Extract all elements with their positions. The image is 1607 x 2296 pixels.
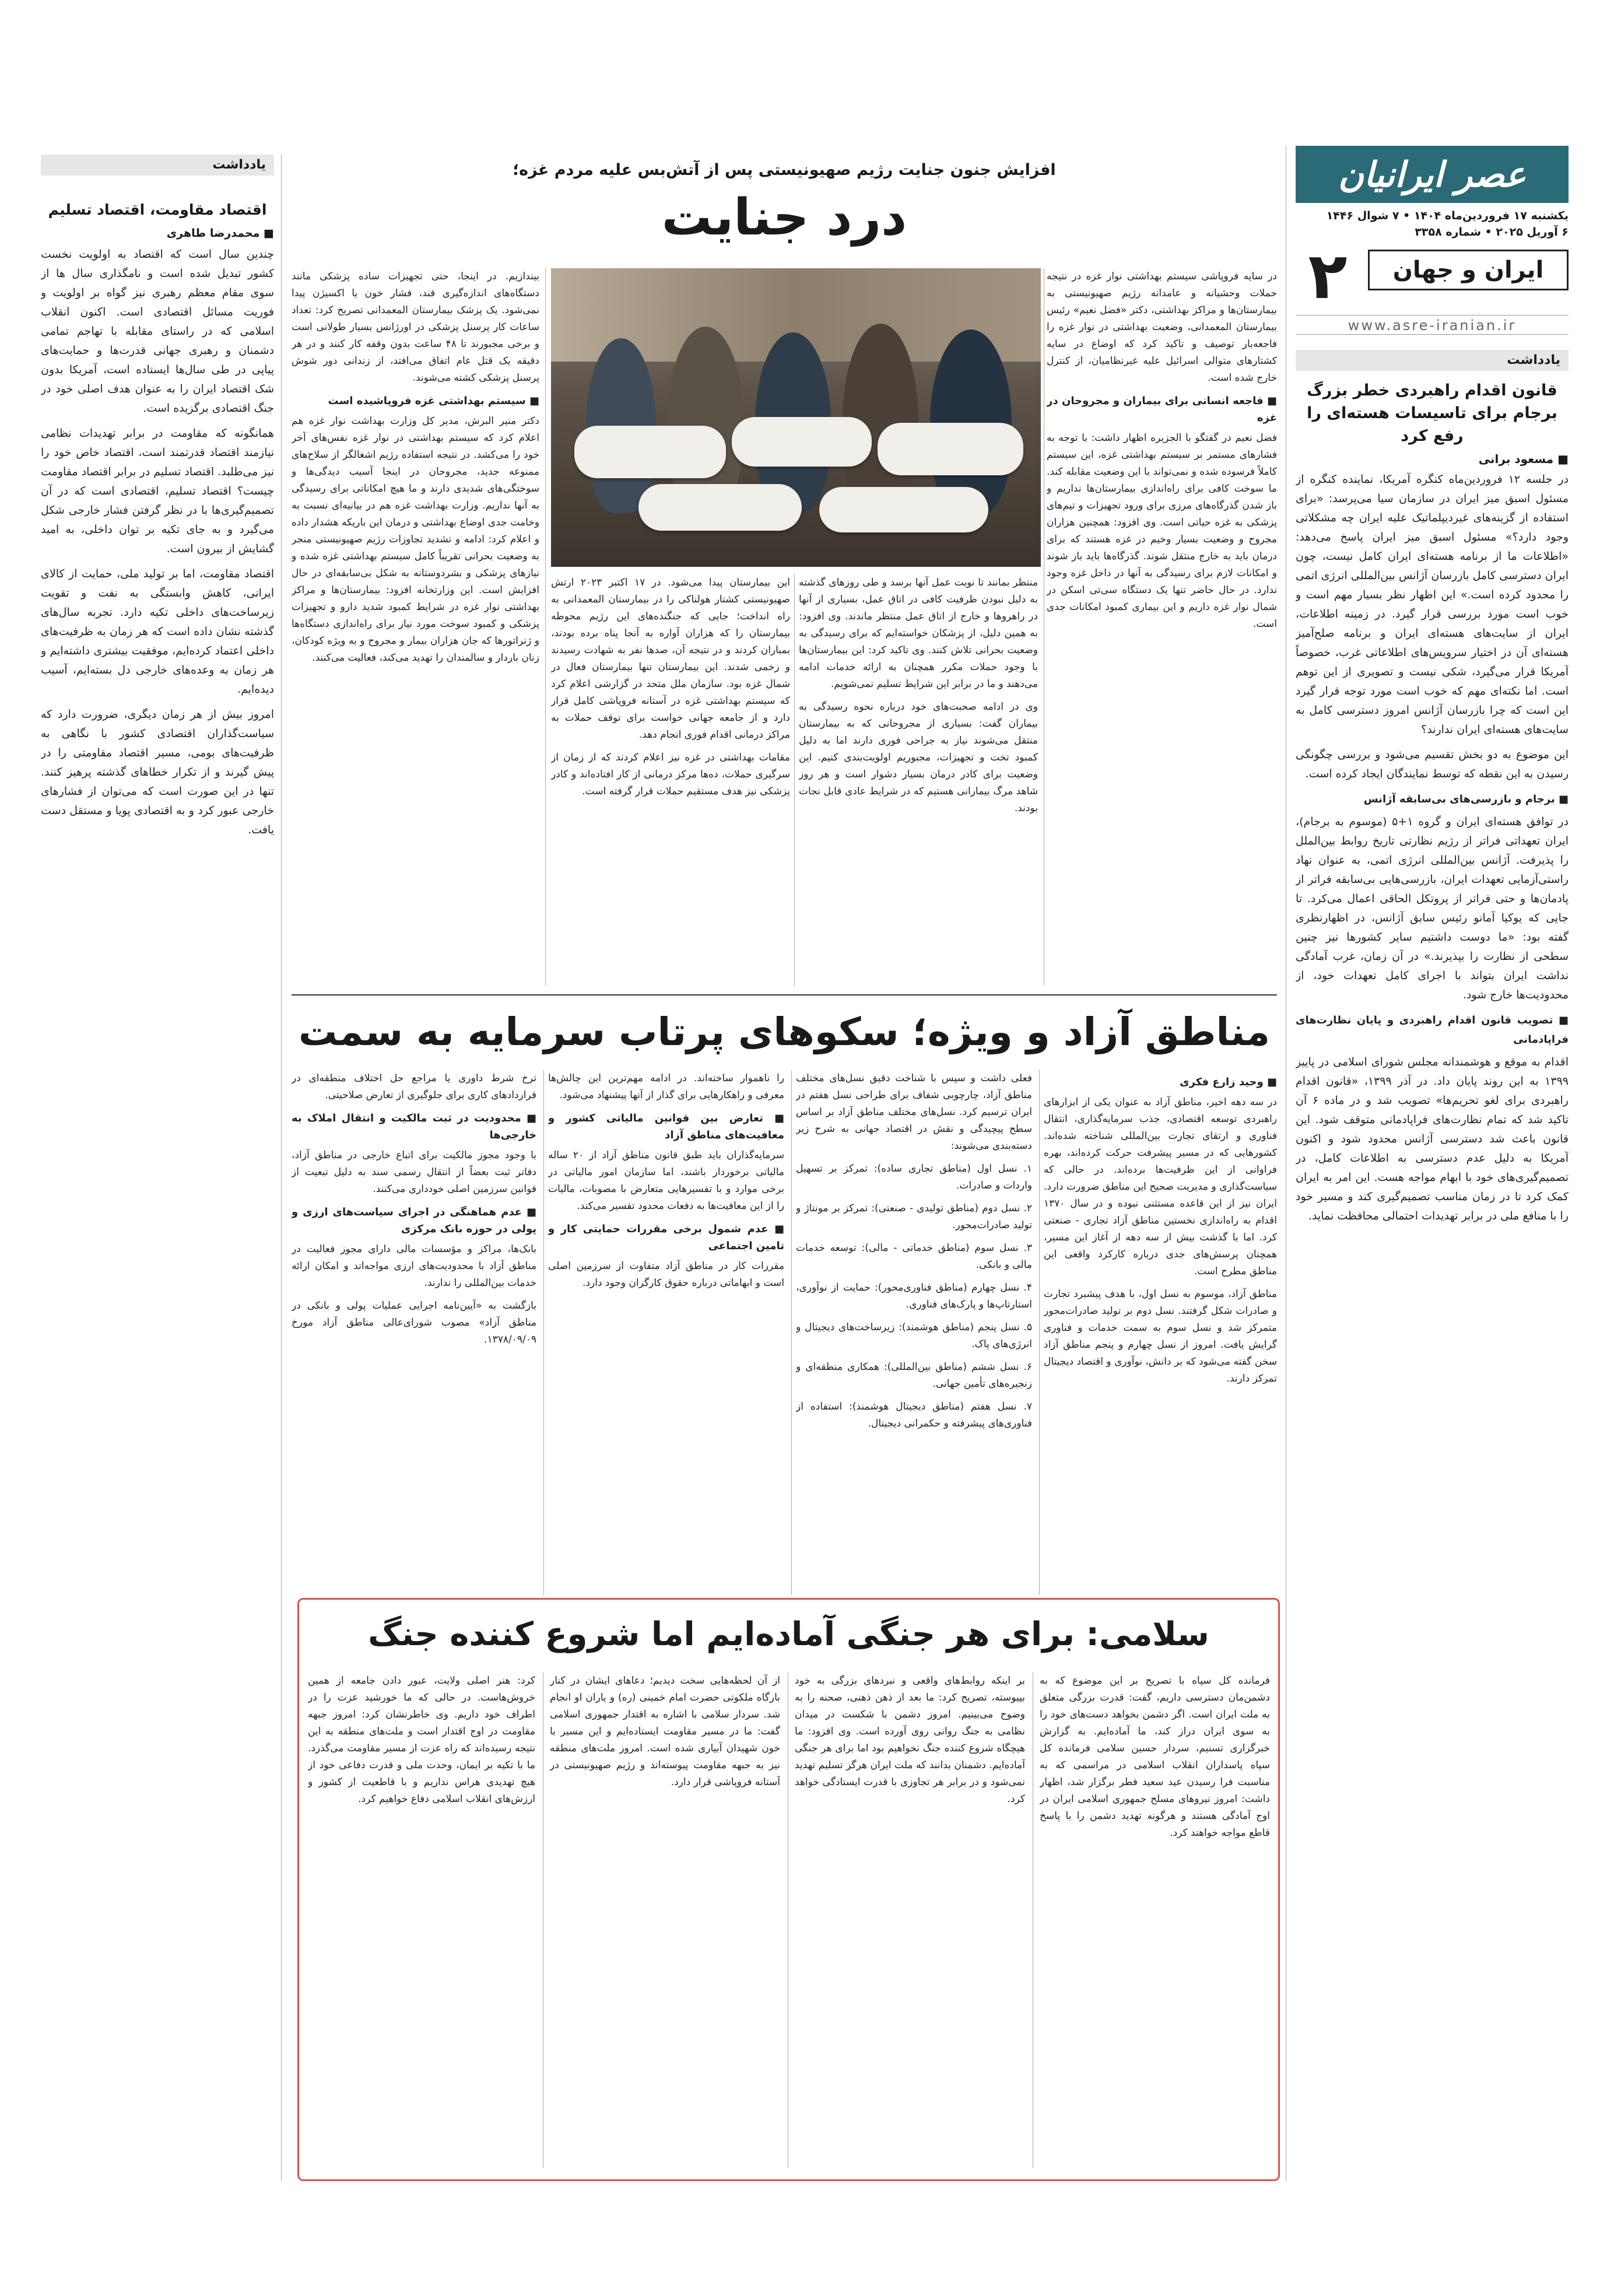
trade-divider xyxy=(543,1070,544,1595)
trade-col2-p2: ۱. نسل اول (مناطق تجاری ساده): تمرکز بر تسهیل واردات و صادرات. xyxy=(796,1163,1032,1191)
trade-col2-p6: ۵. نسل پنجم (مناطق هوشمند): زیرساخت‌های دیجیتال و انرژی‌های پاک. xyxy=(796,1321,1032,1350)
salami-headline: سلامی: برای هر جنگی آماده‌ایم اما شروع کننده جنگ xyxy=(368,1615,1209,1653)
trade-col4-sub1: ■ محدودیت در ثبت مالکیت و انتقال املاک به خارجی‌ها xyxy=(292,1112,536,1141)
trade-col2-p1: فعلی داشت و سپس با شناخت دقیق نسل‌های مختلف مناطق آزاد، چارچوبی شفاف برای طراحی نسل هفتم در ایران ترسیم کرد. نسل‌های مختلف مناطق آزاد بر اساس سطح پیچیدگی و نقش در اقتصاد جهانی به شرح زیر دسته‌بندی می‌شوند: xyxy=(796,1072,1032,1152)
left-note-author: ■ محمدرضا طاهری xyxy=(166,227,274,240)
main-col1-p2: فضل نعیم در گفتگو با الجزیره اظهار داشت: با توجه به فشارهای مستمر بر سیستم بهداشتی غزه، این سیستم کاملاً فرسوده شده و نمی‌تواند با این وضعیت مقابله کند. ما سوخت کافی برای راه‌اندازی بیمارستان‌ها نداریم و باز شدن گذرگاه‌های مرزی برای ورود تجهیزات و تیم‌های پزشکی به غزه حیاتی است. وی افزود: همچنین هزاران مجروح و وضعیت بسیار وخیم در غزه هستند که برای درمان باید به خارج منتقل شوند. گذرگاه‌ها باید باز شوند و امکانات لازم برای رسیدگی به آنها در داخل غزه وجود ندارد. در حال حاضر تنها یک دستگاه سی‌تی اسکن در شمال نوار غزه داریم و این بیماری کمبود امکانات جدی است. xyxy=(1047,432,1277,630)
right-note-tag-label: یادداشت xyxy=(1507,353,1560,367)
trade-col2-p7: ۶. نسل ششم (مناطق بین‌المللی): همکاری منطقه‌ای و زنجیره‌های تأمین جهانی. xyxy=(796,1361,1032,1390)
photo-shroud xyxy=(574,426,726,478)
photo-shroud xyxy=(878,423,1023,475)
main-col4-sub: ■ سیستم بهداشتی غزه فروپاشیده است xyxy=(328,395,539,407)
main-col-4 xyxy=(292,268,539,986)
trade-col3-sub2: ■ عدم شمول برخی مقررات حمایتی کار و تامین اجتماعی xyxy=(548,1223,784,1252)
salami-col-1 xyxy=(1040,1673,1270,2174)
main-col4-p1: بیندازیم. در اینجا، حتی تجهیزات ساده پزشکی مانند دستگاه‌های اندازه‌گیری قند، فشار خون یا اکسیژن پیدا نمی‌شود. یک پزشک بیمارستان المعمدانی تصریح کرد: تعداد ساعات کار پرسنل پزشکی در اورژانس بسیار طولانی است و برخی مجبورند تا ۴۸ ساعت بدون وقفه کار کنند و در هر دقیقه یک قتل عام اتفاق می‌افتد، از زندانی دور شوش پرسنل پزشکی کشته می‌شوند. xyxy=(292,271,539,384)
trade-col3-p2: سرمایه‌گذاران باید طبق قانون مناطق آزاد از ۲۰ ساله مالیاتی برخوردار باشند، اما سازمان امور مالیاتی در برخی موارد و با تفسیرهایی متعارض با مصوبات، مالیات را از این معافیت‌ها به دفعات محدود تفسیر می‌کند. xyxy=(548,1149,784,1212)
left-note-body xyxy=(41,245,274,2169)
section-title: ایران و جهان xyxy=(1392,257,1544,283)
main-col3-p1: این بیمارستان پیدا می‌شود. در ۱۷ اکتبر ۲۰۲۳ ارتش صهیونیستی کشتار هولناکی را در بیمارستان المعمدانی به راه انداخت؛ جایی که جنگنده‌های این رژیم محوطه بیمارستان را که هزاران آواره به آنجا پناه برده بودند، بمباران کردند و در نتیجه آن، صدها نفر به شهادت رسیدند و زخمی شدند. این بیمارستان تنها بیمارستان فعال در شمال غزه بود. سازمان ملل متحد در گزارشی اعلام کرد که سیستم بهداشتی غزه در آستانه فروپاشی کامل قرار دارد و از جامعه جهانی خواست برای توقف حملات به مراکز درمانی اقدام فوری انجام دهد. xyxy=(551,577,790,741)
trade-col2-p8: ۷. نسل هفتم (مناطق دیجیتال هوشمند): استفاده از فناوری‌های پیشرفته و حکمرانی دیجیتال. xyxy=(796,1401,1032,1429)
right-note xyxy=(1296,350,1569,2181)
right-note-body xyxy=(1296,470,1569,2173)
main-col-2 xyxy=(799,574,1038,986)
salami-box xyxy=(297,1598,1280,2181)
trade-col-2 xyxy=(796,1070,1032,1595)
right-note-p2: این موضوع به دو بخش تقسیم می‌شود و بررسی چگونگی رسیدن به این نقطه که توسط نمایندگان ایجاد کرده است. xyxy=(1296,748,1569,780)
main-kicker: افزایش جنون جنایت رژیم صهیونیستی پس از آتش‌بس علیه مردم غزه؛ xyxy=(513,161,1056,179)
main-col-1 xyxy=(1047,268,1277,986)
trade-col3-p1: را ناهموار ساخته‌اند. در ادامه مهم‌ترین این چالش‌ها معرفی و راهکارهایی برای گذار از آنها پیشنهاد می‌شود. xyxy=(548,1072,784,1101)
trade-col3-p3: مقررات کار در مناطق آزاد متفاوت از سرزمین اصلی است و ابهاماتی درباره حقوق کارگران وجود دارد. xyxy=(548,1260,784,1289)
website[interactable]: www.asre-iranian.ir xyxy=(1296,315,1569,335)
section-rule xyxy=(292,994,1277,995)
trade-col1-p1: در سه دهه اخیر، مناطق آزاد به عنوان یکی از ابزارهای راهبردی توسعه اقتصادی، جذب سرمایه‌گذاری، انتقال فناوری و ارتقای تجارت بین‌المللی شناخته شده‌اند. کشورهایی که در مسیر پیشرفت حرکت کرده‌اند، بهره فراوانی از این ظرفیت‌ها برده‌اند. در حالی که سیاست‌گذاری و مدیریت صحیح این مناطق ضرورت دارد. ایران نیز از این قاعده مستثنی نبوده و در سال ۱۳۷۰ اقدام به راه‌اندازی نخستین مناطق آزاد تجاری - صنعتی کرد. اما با گذشت بیش از سه دهه از آغاز این مسیر، همچنان پرسش‌های جدی درباره کارکرد واقعی این مناطق مطرح است. xyxy=(1044,1096,1277,1277)
salami-col2-p1: بر اینکه روابط‌های واقعی و نبردهای بزرگی به خود بپیوسته، تصریح کرد: ما بعد از ذهن ذهنی، صحنه را به وضوح می‌بینیم. امروز دشمن با شکست در میدان نظامی به جنگ روانی روی آورده است. وی افزود: ما هیچگاه شروع کننده جنگ نخواهیم بود اما برای هر جنگی آماده‌ایم. دشمنان بدانند که ملت ایران هرگز تسلیم تهدید نمی‌شود و در برابر هر تجاوزی با قدرت ایستادگی خواهد کرد. xyxy=(795,1675,1025,1805)
salami-col1-p1: فرمانده کل سپاه با تصریح بر این موضوع که به دشمن‌مان دسترسی داریم، گفت: قدرت بزرگی متعلق به ملت ایران است. اگر دشمن بخواهد دست‌های خود را به سوی ایران دراز کند، ما آماده‌ایم. به گزارش خبرگزاری تسنیم، سردار حسین سلامی فرمانده کل سپاه پاسداران انقلاب اسلامی در مراسمی که به مناسبت فرا رسیدن عید سعید فطر برگزار شد، اظهار داشت: امروز نیروهای مسلح جمهوری اسلامی ایران در اوج آمادگی هستند و هرگونه تهدید دشمن را با پاسخ قاطع مواجه خواهند کرد. xyxy=(1040,1675,1270,1839)
masthead-logo xyxy=(1296,146,1569,203)
trade-col4-p4: بازگشت به «آیین‌نامه اجرایی عملیات پولی و بانکی در مناطق آزاد» مصوب شورای‌عالی مناطق آزاد مورخ ۱۳۷۸/۰۹/۰۹. xyxy=(292,1300,536,1345)
trade-col-4 xyxy=(292,1070,536,1595)
main-col2-p1: منتظر بمانند تا نوبت عمل آنها برسد و طی روزهای گذشته به دلیل نبودن ظرفیت کافی در اتاق عمل، بسیاری از آنها در راهروها و خارج از اتاق عمل منتظر ماندند. وی افزود: به همین دلیل، از پزشکان خواسته‌ایم که برای رسیدگی به وضعیت بحرانی تلاش کنند. وی تاکید کرد: این بیمارستان‌ها با وجود حملات مکرر همچنان به ارائه خدمات ادامه می‌دهند و ما در برابر این شرایط تسلیم نمی‌شویم. xyxy=(799,577,1038,690)
salami-col-3 xyxy=(550,1673,780,2174)
trade-col4-p1: ترخ شرط داوری یا مراجع حل اختلاف منطقه‌ای در قراردادهای کاری برای جلوگیری از تعارض صلاحیتی. xyxy=(292,1072,536,1101)
trade-col2-p3: ۲. نسل دوم (مناطق تولیدی - صنعتی): تمرکز بر مونتاژ و تولید صادرات‌محور. xyxy=(796,1203,1032,1231)
left-note-title: اقتصاد مقاومت، اقتصاد تسلیم xyxy=(48,201,267,218)
main-col1-p1: در سایه فروپاشی سیستم بهداشتی نوار غزه در نتیجه حملات وحشیانه و عامدانه رژیم صهیونیستی به بیمارستان‌ها و مراکز بهداشتی، دکتر «فضل نعیم» رئیس بیمارستان المعمدانی، وضعیت بهداشتی در نوار غزه را فاجعه‌بار توصیف و تاکید کرد که اوضاع در سایه کشتارهای متوالی اسرائیل علیه غیرنظامیان، از کنترل خارج شده است. xyxy=(1047,271,1277,384)
main-divider xyxy=(794,574,795,986)
left-note-p3: اقتصاد مقاومت، اما بر تولید ملی، حمایت از کالای ایرانی، کاهش وابستگی به نفت و تقویت زیرساخت‌های داخلی تکیه دارد. تجربه سال‌های گذشته نشان داده است که هر زمان به ظرفیت‌های داخلی اعتماد کرده‌ایم، موفقیت بیشتری داشته‌ایم و هر زمان به وعده‌های خارجی دل بسته‌ایم، آسیب دیده‌ایم. xyxy=(41,567,274,696)
right-note-p4: اقدام به موقع و هوشمندانه مجلس شورای اسلامی در پاییز ۱۳۹۹ به این روند پایان داد. در آذر ۱۳۹۹، «قانون اقدام راهبردی برای لغو تحریم‌ها» تصویب شد و در ماده ۶ آن تاکید شد که تمام نظارت‌های فراپادمانی متوقف شود. این قانون باعث شد دسترسی آژانس محدود شود و اکنون آمریکا به دلیل عدم دسترسی به اطلاعات کامل، در تصمیم‌گیری‌های خود با ابهام مواجه هست. این امر به ایران کمک کرد تا در زمان مناسب تصمیم‌گیری کند و مسیر خود را با منافع ملی در برابر تهدیدات احتمالی محافظت نماید. xyxy=(1296,1056,1569,1222)
main-col4-p2: دکتر منیر البرش، مدیر کل وزارت بهداشت نوار غزه هم اعلام کرد که سیستم بهداشتی در نوار غزه نفس‌های آخر خود را می‌کشد. در نتیجه استفاده رژیم اشغالگر از سلاح‌های ممنوعه جدید، مجروحان در اینجا آسیب دیدگی‌ها و سوختگی‌های شدیدی دارند و ما هیچ امکاناتی برای رسیدگی به آنها نداریم. وزارت بهداشت غزه هم در بیانیه‌ای نسبت به وخامت جدی اوضاع بهداشتی و درمان این باریکه هشدار داده و اعلام کرد: ادامه و تشدید تجاوزات رژیم صهیونیستی منجر به وضعیت بحرانی تقریباً کامل سیستم بهداشتی غزه شده و نیازهای پزشکی و بشردوستانه به شکل بی‌سابقه‌ای در حال افزایش است. این وزارتخانه افزود: بیمارستان‌ها و مراکز بهداشتی نوار غزه در شرایط کمبود شدید دارو و تجهیزات پزشکی و کمبود سوخت مورد نیاز برای راه‌اندازی دستگاه‌ها و ژنراتورها که جان هزاران بیمار و مجروح و به ویژه کودکان، زنان باردار و سالمندان را تهدید می‌کند، فعالیت می‌کنند. xyxy=(292,415,539,664)
salami-col-4 xyxy=(308,1673,535,2174)
photo-shroud xyxy=(638,484,802,531)
main-col1-sub: ■ فاجعه انسانی برای بیماران و مجروحان در غزه xyxy=(1047,395,1277,424)
main-col3-p2: مقامات بهداشتی در غزه نیز اعلام کردند که از زمان از سرگیری حملات، ده‌ها مرکز درمانی از کار افتاده‌اند و کادر پزشکی نیز هدف مستقیم حملات قرار گرفته است. xyxy=(551,752,790,797)
main-col-3 xyxy=(551,574,790,986)
main-photo xyxy=(551,268,1041,567)
main-divider xyxy=(545,268,546,986)
right-note-author: ■ مسعود برانی xyxy=(1478,452,1569,466)
trade-headline: مناطق آزاد و ویژه؛ سکوهای پرتاب سرمایه به سمت xyxy=(298,1009,1271,1054)
page-number: ۲ xyxy=(1308,244,1348,308)
left-note xyxy=(41,155,274,2181)
trade-col4-p2: با وجود مجوز مالکیت برای اتباع خارجی در مناطق آزاد، دفاتر ثبت بعضاً از انتقال رسمی سند به دلیل تبعیت از قوانین سرزمین اصلی خودداری می‌کنند. xyxy=(292,1149,536,1195)
trade-divider xyxy=(791,1070,792,1595)
date-line: یکشنبه ۱۷ فروردین‌ماه ۱۴۰۴ • ۷ شوال ۱۴۴۶ xyxy=(1326,209,1569,222)
logo-text: عصر ایرانیان xyxy=(1338,155,1527,195)
left-note-p1: چندین سال است که اقتصاد به اولویت نخست کشور تبدیل شده است و نامگذاری سال ها از سوی مقام معظم رهبری نیز گواه بر اولویت و فوریت مسائل اقتصادی است. اکنون انقلاب اسلامی که در راستای مقابله با تهاجم تمامی دشمنان و رهبری جهانی قدرت‌ها و حمایت‌های پیاپی در طی سال‌ها ایستاده است، آمریکا بدون شک اقتصاد ایران را به عنوان هدف اصلی خود در جنگ اقتصادی برگزیده است. xyxy=(41,248,274,415)
salami-col3-p1: از آن لحظه‌هایی سخت دیدیم؛ دعاهای ایشان در کنار بارگاه ملکوتی حضرت امام خمینی (ره) و یاران او انجام شد. سردار سلامی با اشاره به اقتدار جمهوری اسلامی گفت: ما در مسیر مقاومت ایستاده‌ایم و این مسیر با خون شهیدان آبیاری شده است. امروز ملت‌های منطقه نیز به جبهه مقاومت پیوسته‌اند و رژیم صهیونیستی در آستانه فروپاشی قرار دارد. xyxy=(550,1675,780,1788)
right-note-sub2: ■ تصویب قانون اقدام راهبردی و پایان نظارت‌های فراپادمانی xyxy=(1296,1014,1569,1046)
photo-shroud xyxy=(819,487,988,532)
right-note-sub1: ■ برجام و بازرسی‌های بی‌سابقه آژانس xyxy=(1363,793,1569,805)
trade-author: ■ وحید زارع فکری xyxy=(1180,1076,1277,1088)
left-note-tag xyxy=(41,155,274,176)
right-note-tag xyxy=(1296,350,1569,371)
left-note-tag-label: یادداشت xyxy=(212,157,266,172)
trade-col-3 xyxy=(548,1070,784,1595)
photo-shroud xyxy=(732,417,872,467)
masthead xyxy=(1296,146,1569,362)
trade-col4-p3: بانک‌ها، مراکز و مؤسسات مالی دارای مجوز فعالیت در مناطق آزاد با محدودیت‌های ارزی مواجه‌اند و امکان ارائه خدمات بین‌المللی را ندارند. xyxy=(292,1243,536,1289)
trade-col4-sub2: ■ عدم هماهنگی در اجرای سیاست‌های ارزی و پولی در حوزه بانک مرکزی xyxy=(292,1206,536,1235)
trade-col3-sub1: ■ تعارض بین قوانین مالیاتی کشور و معافیت‌های مناطق آزاد xyxy=(548,1112,784,1141)
divider-left xyxy=(281,155,282,2181)
left-note-p2: همانگونه که مقاومت در برابر تهدیدات نظامی نیازمند اقتصاد قدرتمند است، اقتصاد خاص خود را نیز می‌طلبد. اقتصاد تسلیم در برابر اقتصاد مقاومت چیست؟ اقتصاد تسلیم، اقتصادی است که در آن تصمیم‌گیری‌ها با در نظر گرفتن فشار خارجی شکل می‌گیرد و به جای تکیه بر توان داخلی، به امید گشایش از بیرون است. xyxy=(41,427,274,555)
section-title-box xyxy=(1368,250,1569,290)
trade-col-1 xyxy=(1044,1070,1277,1595)
right-note-p3: در توافق هسته‌ای ایران و گروه ۱+۵ (موسوم به برجام)، ایران تعهداتی فراتر از رژیم نظارتی تاریخ روابط بین‌الملل را پذیرفت. آژانس بین‌المللی انرژی اتمی، به عنوان نهاد راستی‌آزمایی تعهدات ایران، بازرسی‌هایی بی‌سابقه فراتر از پادمان‌ها و حتی فراتر از پروتکل الحاقی اعمال می‌کرد. تا جایی که یوکیا آمانو رئیس سابق آژانس، در اظهارنظری گفته بود: «ما دوست داشتیم سایر کشورها نیز چنین سطحی از نظارت را بپذیرند.» در آن زمان، غرب آمادگی نداشت ایران بتواند با اجرای کامل تعهدات خود، از محدودیت‌ها خارج شود. xyxy=(1296,815,1569,1001)
right-note-p1: در جلسه ۱۲ فروردین‌ماه کنگره آمریکا، نماینده کنگره از مسئول اسبق میز ایران در سازمان سیا می‌پرسد: «برای استفاده از گزینه‌های غیردیپلماتیک علیه ایران چه مشکلاتی وجود دارد؟» مسئول اسبق میز ایران پاسخ می‌دهد: «اطلاعات ما از برنامه هسته‌ای ایران کامل نیست، چون ایران دسترسی کامل بازرسان آژانس بین‌المللی انرژی اتمی را محدود کرده است.» این اظهار نظر بسیار مهم است و خوب است مورد بررسی قرار گیرد. در زمینه اطلاعات، ایران از سایت‌های هسته‌ای ایران و برنامه صلح‌آمیز هسته‌ای آن در اختیار سرویس‌های اطلاعاتی غرب، خصوصاً آمریکا قرار می‌گیرد، شکی نیست و تصویری از این توهم است. اما نکته‌ای مهم که خوب است مورد توجه قرار گیرد این است که چرا بازرسان آژانس امروز دسترسی کامل به سایت‌های هسته‌ای ایران ندارند؟ xyxy=(1296,473,1569,736)
trade-col1-p2: مناطق آزاد، موسوم به نسل اول، با هدف پیشبرد تجارت و صادرات شکل گرفتند. نسل دوم بر تولید صادرات‌محور متمرکز شد و نسل سوم به سمت خدمات و فناوری گرایش یافت. امروز از نسل چهارم و پنجم مناطق آزاد سخن گفته می‌شود که بر دانش، نوآوری و اقتصاد دیجیتال تمرکز دارند. xyxy=(1044,1288,1277,1384)
salami-col-2 xyxy=(795,1673,1025,2174)
issue-line: ۶ آوریل ۲۰۲۵ • شماره ۳۳۵۸ xyxy=(1415,226,1569,239)
left-note-p4: امروز بیش از هر زمان دیگری، ضرورت دارد که سیاست‌گذاران اقتصادی کشور با نگاهی به ظرفیت‌های بومی، مسیر اقتصاد مقاومتی را در پیش گیرند و از تکرار خطاهای گذشته پرهیز کنند. تنها در این صورت است که می‌توان از فشارهای خارجی عبور کرد و به اقتصادی پویا و مستقل دست یافت. xyxy=(41,708,274,836)
trade-col2-p4: ۳. نسل سوم (مناطق خدماتی - مالی): توسعه خدمات مالی و بانکی. xyxy=(796,1242,1032,1271)
main-col2-p2: وی در ادامه صحبت‌های خود درباره نحوه رسیدگی به بیماران گفت: بسیاری از مجروحانی که به بیمارستان منتقل می‌شوند نیاز به جراحی فوری دارند اما به دلیل کمبود تخت و تجهیزات، مجبوریم اولویت‌بندی کنیم. این وضعیت برای کادر درمان بسیار دشوار است و هر روز شاهد مرگ بیمارانی هستیم که در شرایط عادی قابل نجات بودند. xyxy=(799,701,1038,814)
salami-col4-p1: کرد: هنر اصلی ولایت، عبور دادن جامعه از همین خروش‌هاست. در حالی که ما خورشید عزت را در اطراف خود داریم. وی خاطرنشان کرد: امروز جبهه مقاومت در اوج اقتدار است و ملت‌های منطقه به این نتیجه رسیده‌اند که راه عزت از مسیر مقاومت می‌گذرد. ما با تکیه بر ایمان، وحدت ملی و قدرت دفاعی خود از هیچ تهدیدی هراس نداریم و با قاطعیت از کشور و ارزش‌های انقلاب اسلامی دفاع خواهیم کرد. xyxy=(308,1675,535,1805)
trade-col2-p5: ۴. نسل چهارم (مناطق فناوری‌محور): حمایت از نوآوری، استارتاپ‌ها و پارک‌های فناوری. xyxy=(796,1282,1032,1310)
right-note-title: قانون اقدام راهبردی خطر بزرگ برجام برای تاسیسات هسته‌ای را رفع کرد xyxy=(1307,381,1557,445)
main-headline: درد جنایت xyxy=(661,188,907,247)
trade-divider xyxy=(1039,1070,1040,1595)
